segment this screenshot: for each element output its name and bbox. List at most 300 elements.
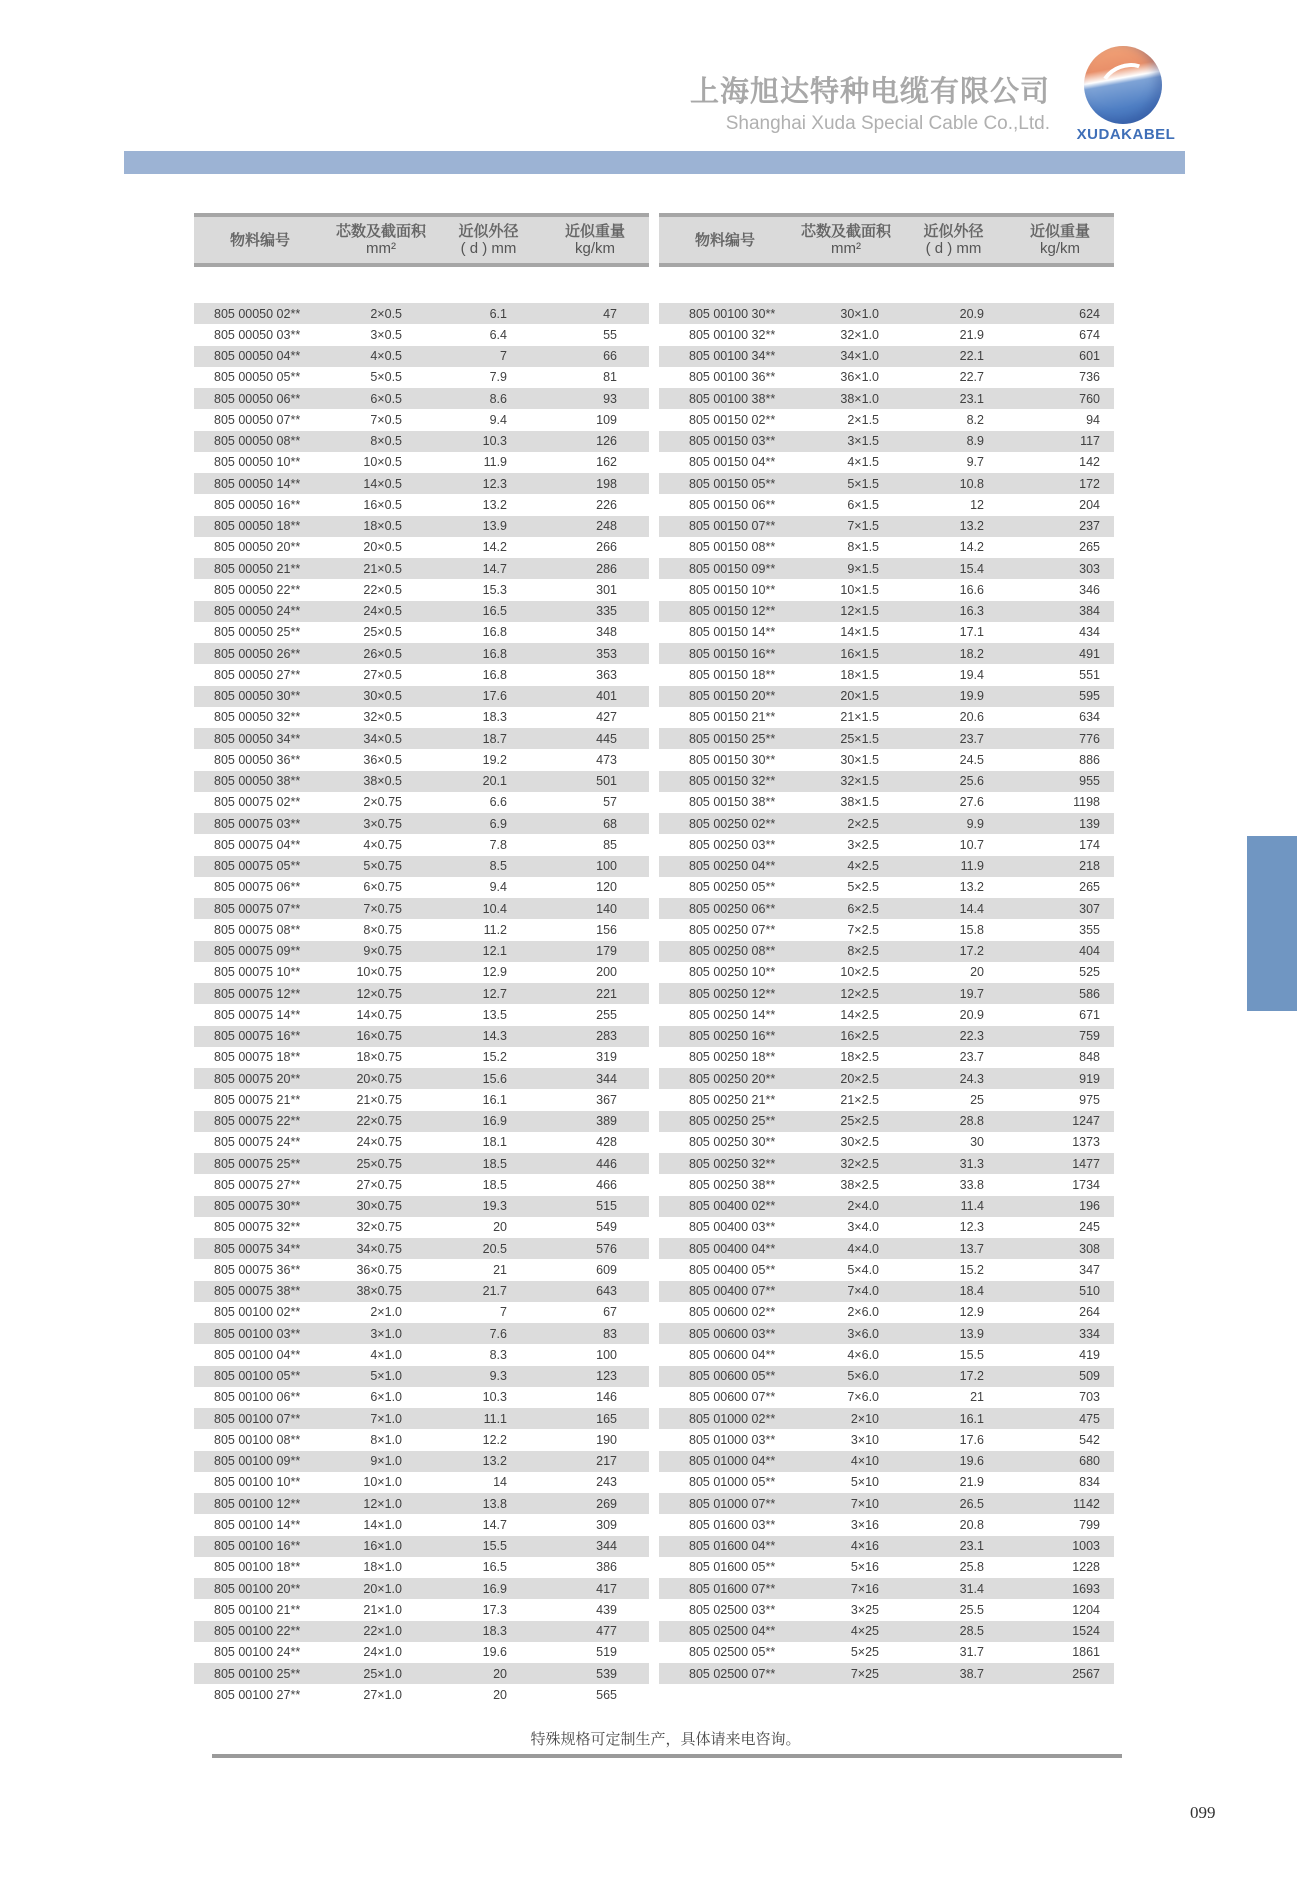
cell-outer-diameter: 7.8: [489, 837, 507, 852]
table-row: [659, 1451, 1114, 1472]
cell-cores-section: 30×0.5: [363, 689, 402, 704]
cell-cores-section: 5×6.0: [847, 1369, 879, 1384]
cell-cores-section: 12×1.5: [840, 604, 879, 619]
cell-part-number: 805 00075 22**: [214, 1114, 301, 1129]
cell-part-number: 805 00050 27**: [214, 667, 301, 682]
cell-outer-diameter: 22.3: [959, 1029, 984, 1044]
cell-cores-section: 2×4.0: [847, 1199, 879, 1214]
cell-outer-diameter: 22.1: [959, 349, 984, 364]
cell-part-number: 805 00050 03**: [214, 327, 301, 342]
cell-outer-diameter: 23.1: [959, 391, 984, 406]
table-row: [659, 1217, 1114, 1238]
cell-cores-section: 5×2.5: [847, 880, 879, 895]
cell-part-number: 805 00250 25**: [689, 1114, 776, 1129]
cell-weight: 265: [1079, 880, 1100, 895]
cell-part-number: 805 01600 05**: [689, 1560, 776, 1575]
table-row: [194, 1047, 649, 1068]
cell-outer-diameter: 25.8: [959, 1560, 984, 1575]
cell-cores-section: 5×1.0: [370, 1369, 402, 1384]
cell-part-number: 805 00075 05**: [214, 859, 301, 874]
cell-part-number: 805 00075 20**: [214, 1071, 301, 1086]
table-row: [194, 1493, 649, 1514]
cell-cores-section: 7×2.5: [847, 922, 879, 937]
table-row: [659, 1004, 1114, 1025]
table-row: [659, 1153, 1114, 1174]
table-row: [659, 1472, 1114, 1493]
table-row: [659, 431, 1114, 452]
table-header: [194, 213, 649, 267]
cell-part-number: 805 00075 25**: [214, 1156, 301, 1171]
cell-outer-diameter: 31.7: [959, 1645, 984, 1660]
cell-outer-diameter: 27.6: [959, 795, 984, 810]
cell-cores-section: 16×1.5: [840, 646, 879, 661]
cell-cores-section: 21×1.0: [363, 1602, 402, 1617]
cell-part-number: 805 00050 04**: [214, 349, 301, 364]
cell-cores-section: 7×4.0: [847, 1284, 879, 1299]
cell-part-number: 805 00250 21**: [689, 1092, 776, 1107]
cell-cores-section: 2×6.0: [847, 1305, 879, 1320]
cell-part-number: 805 00600 03**: [689, 1326, 776, 1341]
table-row: [194, 1536, 649, 1557]
cell-part-number: 805 02500 04**: [689, 1624, 776, 1639]
cell-cores-section: 2×0.75: [363, 795, 402, 810]
cell-part-number: 805 00600 07**: [689, 1390, 776, 1405]
cell-part-number: 805 00100 30**: [689, 306, 776, 321]
cell-part-number: 805 00250 20**: [689, 1071, 776, 1086]
cell-part-number: 805 00050 05**: [214, 370, 301, 385]
cell-weight: 55: [603, 327, 617, 342]
table-row: [194, 1663, 649, 1684]
table-row: [659, 1196, 1114, 1217]
cell-cores-section: 16×2.5: [840, 1029, 879, 1044]
cell-outer-diameter: 21.7: [482, 1284, 507, 1299]
spec-table-left: [194, 213, 649, 1706]
cell-weight: 551: [1079, 667, 1100, 682]
cell-weight: 66: [603, 349, 617, 364]
cell-cores-section: 3×1.5: [847, 434, 879, 449]
table-row: [194, 898, 649, 919]
table-row: [194, 813, 649, 834]
cell-cores-section: 7×6.0: [847, 1390, 879, 1405]
cell-part-number: 805 00250 10**: [689, 965, 776, 980]
table-row: [194, 1111, 649, 1132]
table-row: [659, 409, 1114, 430]
cell-outer-diameter: 23.7: [959, 1050, 984, 1065]
cell-outer-diameter: 14.2: [959, 540, 984, 555]
cell-outer-diameter: 13.5: [482, 1007, 507, 1022]
cell-weight: 1247: [1072, 1114, 1100, 1129]
cell-weight: 165: [596, 1411, 617, 1426]
table-header: [659, 213, 1114, 267]
cell-part-number: 805 00150 38**: [689, 795, 776, 810]
cell-cores-section: 2×1.5: [847, 412, 879, 427]
cell-weight: 243: [596, 1475, 617, 1490]
table-row: [659, 579, 1114, 600]
cell-part-number: 805 00050 30**: [214, 689, 301, 704]
table-row: [194, 1302, 649, 1323]
cell-outer-diameter: 16.8: [482, 667, 507, 682]
cell-cores-section: 38×0.75: [356, 1284, 402, 1299]
cell-part-number: 805 00400 07**: [689, 1284, 776, 1299]
cell-part-number: 805 00075 32**: [214, 1220, 301, 1235]
cell-part-number: 805 00150 03**: [689, 434, 776, 449]
cell-weight: 643: [596, 1284, 617, 1299]
table-row: [659, 1514, 1114, 1535]
cell-part-number: 805 00250 04**: [689, 859, 776, 874]
cell-outer-diameter: 15.6: [482, 1071, 507, 1086]
cell-cores-section: 38×2.5: [840, 1177, 879, 1192]
table-row: [194, 877, 649, 898]
cell-outer-diameter: 8.5: [489, 859, 507, 874]
cell-part-number: 805 00075 07**: [214, 901, 301, 916]
cell-outer-diameter: 15.2: [482, 1050, 507, 1065]
cell-part-number: 805 00075 18**: [214, 1050, 301, 1065]
cell-weight: 123: [596, 1369, 617, 1384]
table-row: [659, 367, 1114, 388]
cell-weight: 344: [596, 1071, 617, 1086]
cell-weight: 218: [1079, 859, 1100, 874]
cell-part-number: 805 00100 18**: [214, 1560, 301, 1575]
cell-cores-section: 14×1.0: [363, 1517, 402, 1532]
cell-cores-section: 10×2.5: [840, 965, 879, 980]
cell-cores-section: 8×1.0: [370, 1432, 402, 1447]
cell-outer-diameter: 30: [970, 1135, 984, 1150]
cell-part-number: 805 00075 06**: [214, 880, 301, 895]
cell-cores-section: 5×1.5: [847, 476, 879, 491]
table-row: [659, 1068, 1114, 1089]
cell-outer-diameter: 15.5: [959, 1347, 984, 1362]
cell-cores-section: 7×10: [850, 1496, 879, 1511]
cell-outer-diameter: 14.4: [959, 901, 984, 916]
cell-part-number: 805 00150 05**: [689, 476, 776, 491]
cell-cores-section: 24×0.5: [363, 604, 402, 619]
cell-cores-section: 21×0.5: [363, 561, 402, 576]
cell-cores-section: 7×1.5: [847, 519, 879, 534]
cell-part-number: 805 00100 05**: [214, 1369, 301, 1384]
table-row: [194, 919, 649, 940]
footer-divider: [212, 1754, 1122, 1758]
cell-outer-diameter: 13.2: [959, 519, 984, 534]
cell-weight: 355: [1079, 922, 1100, 937]
table-row: [659, 1536, 1114, 1557]
table-row: [194, 1323, 649, 1344]
table-row: [659, 622, 1114, 643]
cell-weight: 237: [1079, 519, 1100, 534]
cell-weight: 434: [1079, 625, 1100, 640]
cell-cores-section: 16×1.0: [363, 1539, 402, 1554]
table-row: [194, 856, 649, 877]
cell-cores-section: 27×0.5: [363, 667, 402, 682]
cell-outer-diameter: 18.5: [482, 1177, 507, 1192]
section-side-tab: [1247, 836, 1297, 1011]
cell-part-number: 805 00100 36**: [689, 370, 776, 385]
table-row: [659, 707, 1114, 728]
table-row: [194, 409, 649, 430]
cell-outer-diameter: 16.8: [482, 625, 507, 640]
cell-weight: 975: [1079, 1092, 1100, 1107]
cell-cores-section: 3×4.0: [847, 1220, 879, 1235]
cell-part-number: 805 00150 10**: [689, 582, 776, 597]
cell-cores-section: 6×1.0: [370, 1390, 402, 1405]
table-row: [659, 813, 1114, 834]
table-row: [659, 516, 1114, 537]
cell-weight: 120: [596, 880, 617, 895]
cell-cores-section: 21×1.5: [840, 710, 879, 725]
cell-cores-section: 38×1.0: [840, 391, 879, 406]
cell-part-number: 805 00400 02**: [689, 1199, 776, 1214]
cell-cores-section: 14×0.5: [363, 476, 402, 491]
cell-cores-section: 5×0.75: [363, 859, 402, 874]
cell-part-number: 805 02500 07**: [689, 1666, 776, 1681]
table-row: [194, 1217, 649, 1238]
cell-cores-section: 24×0.75: [356, 1135, 402, 1150]
cell-part-number: 805 02500 03**: [689, 1602, 776, 1617]
cell-outer-diameter: 13.2: [482, 1454, 507, 1469]
cell-cores-section: 4×10: [850, 1454, 879, 1469]
cell-weight: 955: [1079, 774, 1100, 789]
cell-weight: 265: [1079, 540, 1100, 555]
table-row: [659, 1599, 1114, 1620]
cell-outer-diameter: 6.4: [489, 327, 507, 342]
cell-outer-diameter: 18.5: [482, 1156, 507, 1171]
header-accent-bar: [124, 151, 1185, 174]
cell-cores-section: 4×2.5: [847, 859, 879, 874]
cell-weight: 126: [596, 434, 617, 449]
cell-outer-diameter: 16.6: [959, 582, 984, 597]
col-header-weight: 近似重量 kg/km: [1029, 223, 1090, 257]
cell-weight: 308: [1079, 1241, 1100, 1256]
cell-part-number: 805 00150 30**: [689, 752, 776, 767]
table-row: [659, 1408, 1114, 1429]
cell-part-number: 805 00100 16**: [214, 1539, 301, 1554]
cell-cores-section: 18×2.5: [840, 1050, 879, 1065]
cell-cores-section: 3×1.0: [370, 1326, 402, 1341]
table-row: [194, 834, 649, 855]
table-row: [194, 1429, 649, 1450]
cell-part-number: 805 00150 14**: [689, 625, 776, 640]
cell-outer-diameter: 11.2: [483, 922, 507, 937]
col-header-cores-section: 芯数及截面积 mm²: [335, 223, 426, 257]
cell-part-number: 805 00075 12**: [214, 986, 301, 1001]
cell-outer-diameter: 12.7: [482, 986, 507, 1001]
cell-part-number: 805 00250 38**: [689, 1177, 776, 1192]
cell-part-number: 805 00050 26**: [214, 646, 301, 661]
cell-weight: 1003: [1072, 1539, 1100, 1554]
logo-wordmark: XUDAKABEL: [1076, 126, 1176, 143]
cell-outer-diameter: 10.3: [482, 434, 507, 449]
cell-weight: 624: [1079, 306, 1100, 321]
cell-weight: 142: [1079, 455, 1100, 470]
cell-outer-diameter: 16.1: [959, 1411, 984, 1426]
table-row: [659, 1111, 1114, 1132]
table-body: [659, 303, 1114, 1684]
cell-part-number: 805 00100 08**: [214, 1432, 301, 1447]
table-row: [659, 898, 1114, 919]
cell-outer-diameter: 20.1: [482, 774, 507, 789]
table-row: [194, 1196, 649, 1217]
cell-outer-diameter: 16.1: [482, 1092, 507, 1107]
cell-part-number: 805 00075 24**: [214, 1135, 301, 1150]
company-name-en: Shanghai Xuda Special Cable Co.,Ltd.: [725, 113, 1050, 134]
cell-part-number: 805 00050 10**: [214, 455, 301, 470]
spec-table-right: [659, 213, 1114, 1684]
cell-weight: 68: [603, 816, 617, 831]
cell-weight: 419: [1079, 1347, 1100, 1362]
cell-part-number: 805 00150 06**: [689, 497, 776, 512]
cell-part-number: 805 00050 06**: [214, 391, 301, 406]
cell-part-number: 805 00150 18**: [689, 667, 776, 682]
cell-part-number: 805 00100 10**: [214, 1475, 301, 1490]
cell-weight: 491: [1079, 646, 1100, 661]
table-row: [194, 303, 649, 324]
cell-weight: 109: [596, 412, 617, 427]
cell-cores-section: 25×1.0: [363, 1666, 402, 1681]
cell-weight: 919: [1079, 1071, 1100, 1086]
cell-cores-section: 4×16: [850, 1539, 879, 1554]
cell-cores-section: 14×0.75: [356, 1007, 402, 1022]
cell-outer-diameter: 21.9: [959, 327, 984, 342]
cell-weight: 473: [596, 752, 617, 767]
cell-outer-diameter: 10.7: [959, 837, 984, 852]
cell-part-number: 805 00050 14**: [214, 476, 301, 491]
col-header-part-number: 物料编号: [229, 231, 290, 249]
table-row: [659, 346, 1114, 367]
table-row: [194, 771, 649, 792]
cell-cores-section: 34×0.75: [356, 1241, 402, 1256]
cell-outer-diameter: 8.6: [489, 391, 507, 406]
table-row: [194, 1174, 649, 1195]
cell-cores-section: 18×1.5: [840, 667, 879, 682]
table-row: [659, 1047, 1114, 1068]
cell-outer-diameter: 21: [493, 1262, 507, 1277]
cell-cores-section: 38×0.5: [363, 774, 402, 789]
cell-cores-section: 27×0.75: [356, 1177, 402, 1192]
cell-weight: 367: [596, 1092, 617, 1107]
cell-cores-section: 30×2.5: [840, 1135, 879, 1150]
cell-outer-diameter: 14.7: [482, 561, 507, 576]
cell-weight: 1524: [1072, 1624, 1100, 1639]
cell-cores-section: 4×6.0: [847, 1347, 879, 1362]
cell-part-number: 805 01000 03**: [689, 1432, 776, 1447]
table-row: [194, 1472, 649, 1493]
cell-weight: 1142: [1073, 1496, 1100, 1511]
cell-outer-diameter: 19.4: [959, 667, 984, 682]
table-row: [659, 388, 1114, 409]
cell-part-number: 805 00075 27**: [214, 1177, 301, 1192]
cell-part-number: 805 00150 02**: [689, 412, 776, 427]
table-row: [659, 1132, 1114, 1153]
cell-weight: 634: [1079, 710, 1100, 725]
cell-cores-section: 3×6.0: [847, 1326, 879, 1341]
cell-part-number: 805 00150 16**: [689, 646, 776, 661]
table-row: [194, 962, 649, 983]
table-row: [659, 877, 1114, 898]
cell-cores-section: 32×0.5: [363, 710, 402, 725]
cell-weight: 204: [1079, 497, 1100, 512]
cell-part-number: 805 00100 06**: [214, 1390, 301, 1405]
table-row: [194, 707, 649, 728]
cell-part-number: 805 00050 07**: [214, 412, 301, 427]
cell-weight: 760: [1079, 391, 1100, 406]
cell-outer-diameter: 12.1: [482, 944, 507, 959]
cell-weight: 363: [596, 667, 617, 682]
cell-cores-section: 26×0.5: [363, 646, 402, 661]
table-row: [194, 431, 649, 452]
table-row: [659, 1089, 1114, 1110]
cell-part-number: 805 01000 02**: [689, 1411, 776, 1426]
cell-outer-diameter: 9.7: [966, 455, 984, 470]
cell-outer-diameter: 13.7: [959, 1241, 984, 1256]
cell-part-number: 805 00075 04**: [214, 837, 301, 852]
cell-part-number: 805 00400 03**: [689, 1220, 776, 1235]
cell-outer-diameter: 18.3: [482, 1624, 507, 1639]
cell-weight: 848: [1079, 1050, 1100, 1065]
cell-outer-diameter: 33.8: [959, 1177, 984, 1192]
cell-weight: 671: [1079, 1007, 1100, 1022]
cell-weight: 515: [596, 1199, 617, 1214]
cell-outer-diameter: 10.4: [482, 901, 507, 916]
cell-cores-section: 20×2.5: [840, 1071, 879, 1086]
col-header-outer-diameter: 近似外径 ( d ) mm: [458, 223, 519, 257]
cell-cores-section: 25×0.5: [363, 625, 402, 640]
cell-cores-section: 3×0.75: [363, 816, 402, 831]
cell-part-number: 805 00150 09**: [689, 561, 776, 576]
cell-cores-section: 3×2.5: [847, 837, 879, 852]
cell-cores-section: 22×0.5: [363, 582, 402, 597]
table-row: [194, 941, 649, 962]
cell-cores-section: 6×2.5: [847, 901, 879, 916]
cell-outer-diameter: 18.2: [959, 646, 984, 661]
cell-cores-section: 5×16: [850, 1560, 879, 1575]
cell-weight: 525: [1079, 965, 1100, 980]
cell-weight: 2567: [1072, 1666, 1100, 1681]
cell-weight: 198: [596, 476, 617, 491]
cell-part-number: 805 00150 04**: [689, 455, 776, 470]
cell-outer-diameter: 14.3: [482, 1029, 507, 1044]
cell-weight: 510: [1079, 1284, 1100, 1299]
cell-outer-diameter: 21: [970, 1390, 984, 1405]
table-row: [659, 856, 1114, 877]
cell-part-number: 805 00250 16**: [689, 1029, 776, 1044]
cell-weight: 162: [596, 455, 617, 470]
cell-cores-section: 10×1.5: [840, 582, 879, 597]
cell-cores-section: 14×1.5: [840, 625, 879, 640]
cell-outer-diameter: 9.3: [489, 1369, 507, 1384]
cell-weight: 139: [1079, 816, 1100, 831]
cell-weight: 519: [596, 1645, 617, 1660]
cell-weight: 576: [596, 1241, 617, 1256]
table-row: [659, 1238, 1114, 1259]
cell-part-number: 805 00100 34**: [689, 349, 776, 364]
cell-cores-section: 4×1.5: [847, 455, 879, 470]
cell-part-number: 805 00400 04**: [689, 1241, 776, 1256]
cell-outer-diameter: 19.2: [482, 752, 507, 767]
cell-outer-diameter: 15.8: [959, 922, 984, 937]
cell-cores-section: 36×1.0: [840, 370, 879, 385]
cell-outer-diameter: 16.5: [482, 604, 507, 619]
cell-outer-diameter: 18.3: [482, 710, 507, 725]
cell-cores-section: 38×1.5: [840, 795, 879, 810]
cell-weight: 303: [1079, 561, 1100, 576]
cell-outer-diameter: 13.2: [959, 880, 984, 895]
cell-outer-diameter: 28.8: [959, 1114, 984, 1129]
cell-weight: 776: [1079, 731, 1100, 746]
cell-weight: 140: [596, 901, 617, 916]
cell-part-number: 805 00100 27**: [214, 1687, 301, 1702]
table-row: [194, 1068, 649, 1089]
cell-part-number: 805 01600 03**: [689, 1517, 776, 1532]
cell-cores-section: 32×1.5: [840, 774, 879, 789]
